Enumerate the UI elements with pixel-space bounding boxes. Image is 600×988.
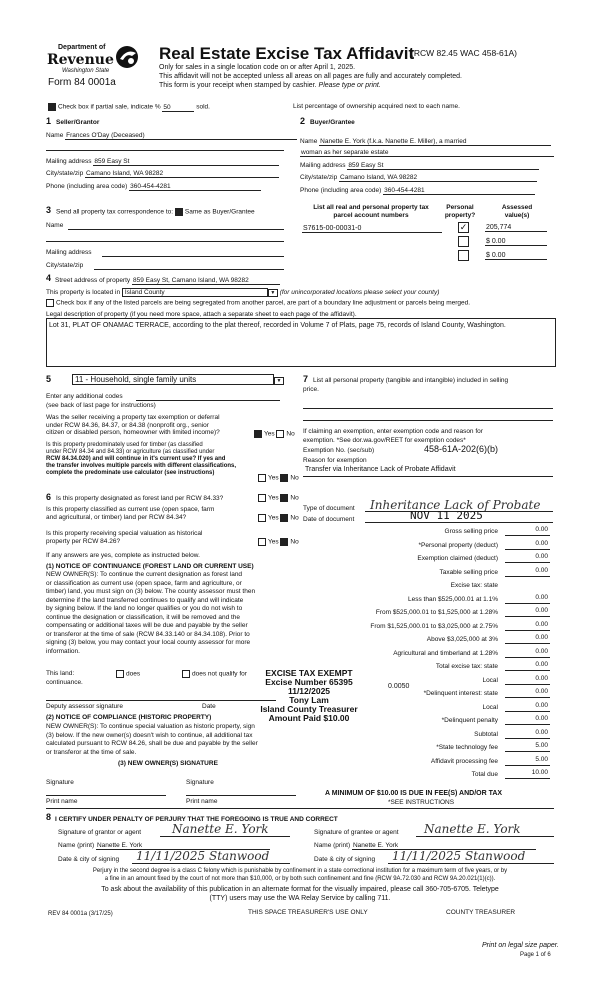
calc-value[interactable]: 0.00	[535, 539, 548, 547]
calc-label: From $525,000.01 to $1,525,000 at 1.28%	[375, 609, 498, 616]
seller-name[interactable]: Frances O'Day (Deceased)	[65, 132, 297, 140]
does-row: does	[116, 670, 140, 678]
historic-yes-checkbox[interactable]	[258, 538, 266, 546]
section-3-heading: Send all property tax correspondence to: Same as Buyer/Grantee	[56, 208, 255, 216]
calc-value[interactable]: 0.00	[535, 526, 548, 533]
calc-line	[505, 616, 550, 617]
seller-mail-row: Mailing address 859 Easy St	[46, 158, 279, 166]
continuance-label: continuance.	[46, 679, 83, 686]
seller-name-row: Name Frances O'Day (Deceased)	[46, 132, 297, 140]
section-6-number: 6	[46, 492, 52, 502]
calc-value[interactable]: 0.00	[535, 661, 548, 668]
calc-label: Subtotal	[474, 730, 498, 738]
calc-value[interactable]: 0.00	[535, 607, 548, 614]
seller-phone[interactable]: 360-454-4281	[129, 183, 261, 191]
currentuse-question: Is this property classified as current use (open space, farm and agricultural, or timber) land per RCW 84.34?	[46, 506, 215, 521]
calc-label: Gross selling price	[444, 528, 498, 535]
parcel-col-header: List all real and personal property tax parcel account numbers	[313, 204, 429, 219]
grantee-date-city[interactable]: 11/11/2025 Stanwood	[392, 849, 526, 863]
owner-sig-1-line[interactable]	[46, 795, 166, 796]
corr-city-label: City/state/zip	[46, 262, 84, 269]
personal-prop-check-2[interactable]	[458, 236, 469, 247]
owner-print-2-label: Print name	[186, 798, 218, 805]
exemption-no[interactable]: 458-61A-202(6)(b)	[424, 444, 499, 454]
calc-line	[505, 738, 550, 739]
section-2-number: 2	[300, 116, 306, 126]
seller-phone-row: Phone (including area code) 360-454-4281	[46, 183, 261, 191]
calc-label: Total excise tax: state	[435, 663, 498, 670]
does-checkbox[interactable]	[116, 670, 124, 678]
section-1-number: 1	[46, 116, 52, 126]
calc-line	[505, 670, 550, 671]
doc-type-value[interactable]: Inheritance Lack of Probate	[370, 498, 541, 512]
partial-sale-checkbox[interactable]	[48, 103, 56, 111]
calc-line	[505, 562, 550, 563]
addl-codes-line[interactable]	[136, 400, 280, 401]
calc-label: Affidavit processing fee	[430, 757, 498, 765]
see-instructions: *SEE INSTRUCTIONS	[388, 799, 455, 806]
owner-sig-1-label: Signature	[46, 779, 74, 786]
doc-type-label: Type of document	[303, 505, 355, 512]
grantor-date-label: Date & city of signing	[58, 856, 120, 863]
calc-value[interactable]: 0.00	[535, 566, 548, 574]
calc-line	[505, 630, 550, 631]
minimum-due-note: A MINIMUM OF $10.00 IS DUE IN FEE(S) AND/OR TAX	[325, 790, 503, 797]
alt-format-text-2: (TTY) users may use the WA Relay Service by calling 711.	[209, 895, 391, 902]
calc-label: *State technology fee	[436, 744, 498, 751]
corr-name-line[interactable]	[68, 229, 284, 230]
exempt-stamp: EXCISE TAX EXEMPT Excise Number 65395 11/12/2025 Tony Lam Island County Treasurer Amount Paid $10.00	[260, 668, 358, 723]
perjury-text-1: Perjury in the second degree is a class C felony which is punishable by confinement in a state correctional institution for a maximum term of five years, or by	[92, 868, 508, 874]
header-note-3: This form is your receipt when stamped by cashier. Please type or print.	[159, 82, 381, 89]
calc-line	[505, 535, 550, 536]
grantor-sig-line	[160, 836, 290, 837]
form-number: Form 84 0001a	[48, 77, 116, 88]
notice-compliance-text: NEW OWNER(S): To continue special valuation as historic property, sign (3) below. If the new owner(s) doesn't wish to continue, all additional tax calculated pursuant to RCW 84.26, shall be due and payable by the seller or transferor at the time of sale.	[46, 723, 258, 756]
dept-label: Department of	[58, 44, 106, 51]
landuse-select-row	[72, 374, 284, 385]
assessed-value-2: $ 0.00	[485, 238, 547, 246]
header-note-2: This affidavit will not be accepted unless all areas on all pages are fully and accurately completed.	[159, 73, 462, 80]
calc-value[interactable]: 0.00	[535, 593, 548, 601]
calc-value[interactable]: 0.00	[535, 620, 548, 628]
timber-no-checkbox[interactable]	[280, 474, 288, 482]
section-8-rule	[46, 808, 554, 809]
perjury-text-2: a fine in an amount fixed by the court of not more than $10,000, or by both such confinement and fine (RCW 9A.72.030 and RCW 9A.20.021(1)(c)).	[104, 876, 496, 882]
grantor-print-name[interactable]: Nanette E. York	[96, 842, 270, 850]
seller-name-line-2	[46, 150, 284, 151]
personal-prop-line-1[interactable]	[303, 408, 553, 409]
same-as-buyer-checkbox[interactable]	[175, 208, 183, 216]
calc-value[interactable]: 0.00	[535, 634, 548, 641]
doc-date-label: Date of document	[303, 516, 355, 523]
legal-desc-label: Legal description of property (if you need more space, attach a separate sheet to each page of the affidavit).	[46, 311, 357, 318]
personal-prop-label-2: price.	[303, 386, 319, 393]
grantor-date-city[interactable]: 11/11/2025 Stanwood	[136, 849, 270, 863]
reason-line	[303, 476, 553, 477]
calc-value[interactable]: 0.00	[535, 647, 548, 655]
grantee-print-name[interactable]: Nanette E. York	[352, 842, 536, 850]
assessed-value-1: 205,774	[485, 224, 547, 232]
calc-label: *Delinquent interest: state	[423, 690, 498, 697]
calc-line	[505, 751, 550, 752]
corr-mail-label: Mailing address	[46, 249, 92, 256]
calc-line	[505, 684, 550, 685]
buyer-name-2[interactable]: woman as her separate estate	[300, 149, 554, 157]
addl-codes-label: Enter any additional codes	[46, 393, 123, 400]
forest-yes-checkbox[interactable]	[258, 494, 266, 502]
currentuse-yesno: Yes No	[258, 514, 299, 522]
exemption-yesno: Yes No	[254, 430, 295, 438]
grantee-signature[interactable]: Nanette E. York	[424, 822, 521, 836]
parcel-number: S7615-00-00031-0	[302, 225, 442, 233]
doesnot-checkbox[interactable]	[182, 670, 190, 678]
calc-value[interactable]: 0.00	[535, 553, 548, 560]
calc-value[interactable]: 0.00	[535, 674, 548, 682]
timber-yes-checkbox[interactable]	[258, 474, 266, 482]
calc-value[interactable]: 0.00	[535, 728, 548, 736]
exemption-no-label: Exemption No. (sec/sub)	[303, 447, 375, 454]
personal-prop-check-1[interactable]: ✓	[459, 222, 468, 232]
calc-label: Total due	[471, 771, 498, 778]
calc-line	[505, 576, 550, 577]
calc-line	[505, 603, 550, 604]
header-note-1: Only for sales in a single location code on or after April 1, 2025.	[159, 64, 356, 71]
buyer-phone-row: Phone (including area code) 360-454-4281	[300, 187, 535, 195]
seller-city[interactable]: Camano Island, WA 98282	[85, 170, 279, 178]
calc-label: Agricultural and timberland at 1.28%	[393, 649, 498, 657]
personal-prop-line-2[interactable]	[303, 420, 553, 421]
forest-question: Is this property designated as forest land per RCW 84.33?	[56, 495, 224, 502]
deputy-sig-label: Deputy assessor signature	[46, 703, 123, 710]
page-number: Page 1 of 6	[520, 952, 551, 958]
grantor-print-row: Name (print) Nanette E. York	[58, 842, 270, 850]
chevron-down-icon[interactable]: ▼	[268, 289, 278, 297]
timber-yesno: Yes No	[258, 474, 299, 482]
exemption-yes-checkbox[interactable]	[254, 430, 262, 438]
section-5-number: 5	[46, 374, 52, 384]
county-select[interactable]: Island County	[122, 288, 268, 297]
calc-label: From $1,525,000.01 to $3,025,000 at 2.75%	[370, 622, 498, 630]
historic-no-checkbox[interactable]	[280, 538, 288, 546]
exemption-question: Was the seller receiving a property tax exemption or deferral under RCW 84.36, 84.37, or 84.38 (nonprofit org., senior citizen or disabled person, homeowner with limited income)?	[46, 414, 220, 436]
calc-value[interactable]: 0.00	[535, 715, 548, 722]
buyer-name-1[interactable]: Nanette E. York (f.k.a. Nanette E. Miller), a married	[319, 138, 551, 146]
calc-label: Above $3,025,000 at 3%	[426, 636, 498, 643]
calc-line	[505, 697, 550, 698]
calc-value[interactable]: 10.00	[531, 769, 548, 776]
segregate-row: Check box if any of the listed parcels are being segregated from another parcel, are part of a boundary line adjustment or parcels being merged.	[46, 299, 470, 307]
dor-logo-icon	[112, 44, 142, 70]
notice-continuance-text: NEW OWNER(S): To continue the current designation as forest land or classification as current use (open space, farm and agriculture, or timber) land, you must sign on (3) below. The county assessor must then determine if the land transferred continues to qualify and will indicate by signing below. If the land no longer qualifies or you do not wish to continue the designation or classification, it will be removed and the compensating or additional taxes will be due and payable by the seller or transferor at the time of sale (RCW 84.33.140 or 84.34.108). Prior to signing (3) below, you may contact your local county assessor for more information.	[46, 571, 256, 655]
calc-label: Local	[482, 676, 498, 684]
partial-note: List percentage of ownership acquired next to each name.	[293, 103, 460, 110]
county-row: This property is located in Island County ▼ (for unincorporated locations please select your county)	[46, 289, 440, 296]
reason-label: Reason for exemption	[303, 457, 367, 464]
corr-city-line[interactable]	[94, 269, 284, 270]
revenue-logo-text: Revenue	[47, 52, 114, 68]
section-7-number: 7	[303, 374, 309, 384]
section-3-number: 3	[46, 205, 52, 215]
addl-codes-note: (see back of last page for instructions)	[46, 402, 156, 409]
historic-yesno: Yes No	[258, 538, 299, 546]
partial-pct[interactable]: 50	[162, 104, 194, 112]
grantee-date-label: Date & city of signing	[314, 856, 376, 863]
instructions-note: If any answers are yes, complete as instructed below.	[46, 552, 200, 559]
calc-value[interactable]: 5.00	[535, 755, 548, 763]
buyer-name-row: Name Nanette E. York (f.k.a. Nanette E. Miller), a married	[300, 138, 551, 146]
section-8-number: 8	[46, 812, 52, 822]
calc-line	[505, 765, 550, 766]
calc-value[interactable]: 0.00	[535, 701, 548, 709]
calc-label: Taxable selling price	[439, 568, 498, 576]
rev-number: REV 84 0001a (3/17/25)	[48, 911, 113, 917]
calc-line	[505, 711, 550, 712]
treasurer-use-label: THIS SPACE TREASURER'S USE ONLY	[248, 909, 368, 916]
owner-sig-2-label: Signature	[186, 779, 214, 786]
street-address[interactable]: 859 Easy St, Camano Island, WA 98282	[132, 277, 280, 285]
seller-city-row: City/state/zip Camano Island, WA 98282	[46, 170, 279, 178]
corr-name-line-2	[46, 241, 284, 242]
reason-value[interactable]: Transfer via Inheritance Lack of Probate Affidavit	[305, 466, 456, 473]
seller-mail[interactable]: 859 Easy St	[93, 158, 279, 166]
legal-desc-box[interactable]	[46, 318, 556, 367]
calc-line	[505, 549, 550, 550]
buyer-city[interactable]: Camano Island, WA 98282	[339, 174, 537, 182]
currentuse-no-checkbox[interactable]	[280, 514, 288, 522]
grantee-sig-label: Signature of grantee or agent	[314, 829, 399, 836]
deputy-date-label: Date	[202, 703, 216, 710]
landuse-select[interactable]: 11 - Household, single family units	[72, 374, 274, 385]
grantee-sig-line	[416, 836, 554, 837]
form-citation: (RCW 82.45 WAC 458-61A)	[411, 48, 517, 58]
owner-sig-2-line[interactable]	[186, 795, 296, 796]
calc-value[interactable]: 5.00	[535, 742, 548, 749]
partial-sale-row: Check box if partial sale, indicate % 50 sold.	[48, 103, 210, 112]
doc-date-value[interactable]: NOV 11 2025	[410, 509, 483, 522]
grantor-sig-label: Signature of grantor or agent	[58, 829, 142, 836]
calc-line	[505, 643, 550, 644]
section-2-heading: Buyer/Grantee	[310, 119, 355, 126]
grantee-print-row: Name (print) Nanette E. York	[314, 842, 536, 850]
calc-line	[505, 657, 550, 658]
section-1-heading: Seller/Grantor	[56, 119, 100, 126]
local-rate: 0.0050	[388, 683, 410, 690]
exemption-instr-2: exemption. *See dor.wa.gov/REET for exemption codes*	[303, 437, 466, 444]
doesnot-row: does not qualify for	[182, 670, 247, 678]
corr-name-label: Name	[46, 222, 64, 229]
calc-label: Excise tax: state	[450, 582, 498, 589]
notice-continuance-heading: (1) NOTICE OF CONTINUANCE (FOREST LAND OR CURRENT USE)	[46, 563, 254, 570]
segregate-checkbox[interactable]	[46, 299, 54, 307]
exemption-no-checkbox[interactable]	[276, 430, 284, 438]
legal-size-note: Print on legal size paper.	[482, 942, 559, 949]
grantor-date-line	[132, 863, 290, 864]
form-title: Real Estate Excise Tax Affidavit	[159, 44, 415, 63]
owner-print-1-label: Print name	[46, 798, 78, 805]
chevron-down-icon[interactable]: ▼	[274, 377, 284, 385]
doc-date-line	[365, 522, 553, 523]
currentuse-yes-checkbox[interactable]	[258, 514, 266, 522]
buyer-mail[interactable]: 859 Easy St	[347, 162, 539, 170]
grantor-signature[interactable]: Nanette E. York	[172, 822, 269, 836]
forest-yesno: Yes No	[258, 494, 299, 502]
new-owner-sig-heading: (3) NEW OWNER(S) SIGNATURE	[118, 760, 218, 767]
corr-mail-line[interactable]	[102, 256, 284, 257]
section-4-number: 4	[46, 273, 52, 283]
buyer-city-row: City/state/zip Camano Island, WA 98282	[300, 174, 537, 182]
legal-desc-text: Lot 31, PLAT OF ONAMAC TERRACE, according to the plat thereof, recorded in Volume 7 of Plats, page 75, records of Island County, Washington.	[49, 322, 506, 329]
exemption-instr-1: If claiming an exemption, enter exemption code and reason for	[303, 428, 483, 435]
buyer-name-row-2	[300, 149, 554, 157]
personal-prop-check-3[interactable]	[458, 250, 469, 261]
personal-col-header: Personal property?	[444, 204, 476, 219]
assessed-value-3: $ 0.00	[485, 252, 547, 260]
calc-label: *Delinquent penalty	[441, 717, 498, 724]
calc-value[interactable]: 0.00	[535, 688, 548, 695]
historic-question: Is this property receiving special valuation as historical property per RCW 84.26?	[46, 530, 203, 545]
calc-label: *Personal property (deduct)	[418, 541, 498, 549]
street-address-row: Street address of property 859 Easy St, Camano Island, WA 98282	[55, 277, 280, 285]
calc-line	[505, 778, 550, 779]
county-treasurer-label: COUNTY TREASURER	[446, 909, 516, 916]
calc-label: Less than $525,000.01 at 1.1%	[408, 595, 498, 603]
grantee-date-line	[388, 863, 554, 864]
calc-label: Local	[482, 703, 498, 711]
certify-heading: I CERTIFY UNDER PENALTY OF PERJURY THAT THE FOREGOING IS TRUE AND CORRECT	[55, 816, 338, 823]
forest-no-checkbox[interactable]	[280, 494, 288, 502]
personal-prop-label: List all personal property (tangible and intangible) included in selling	[313, 377, 509, 384]
buyer-mail-row: Mailing address 859 Easy St	[300, 162, 539, 170]
state-label: Washington State	[62, 68, 110, 74]
buyer-phone[interactable]: 360-454-4281	[383, 187, 535, 195]
notice-compliance-heading: (2) NOTICE OF COMPLIANCE (HISTORIC PROPERTY)	[46, 714, 212, 721]
this-land-label: This land:	[46, 670, 75, 677]
timber-question: Is this property predominately used for timber (as classified under RCW 84.34 and 84.33) or agriculture (as classified under RCW 84.34.020) and will continue in it's current use? If yes and the transfer involves multiple parcels with different classifications, complete the predominate use calculator (see instructions)	[46, 442, 237, 476]
deputy-sig-line[interactable]	[46, 700, 276, 701]
alt-format-text-1: To ask about the availability of this publication in an alternate format for the visually impaired, please call 360-705-6705. Teletype	[101, 886, 499, 893]
assessed-col-header: Assessed value(s)	[501, 204, 533, 219]
calc-line	[505, 724, 550, 725]
calc-label: Exemption claimed (deduct)	[417, 555, 498, 562]
